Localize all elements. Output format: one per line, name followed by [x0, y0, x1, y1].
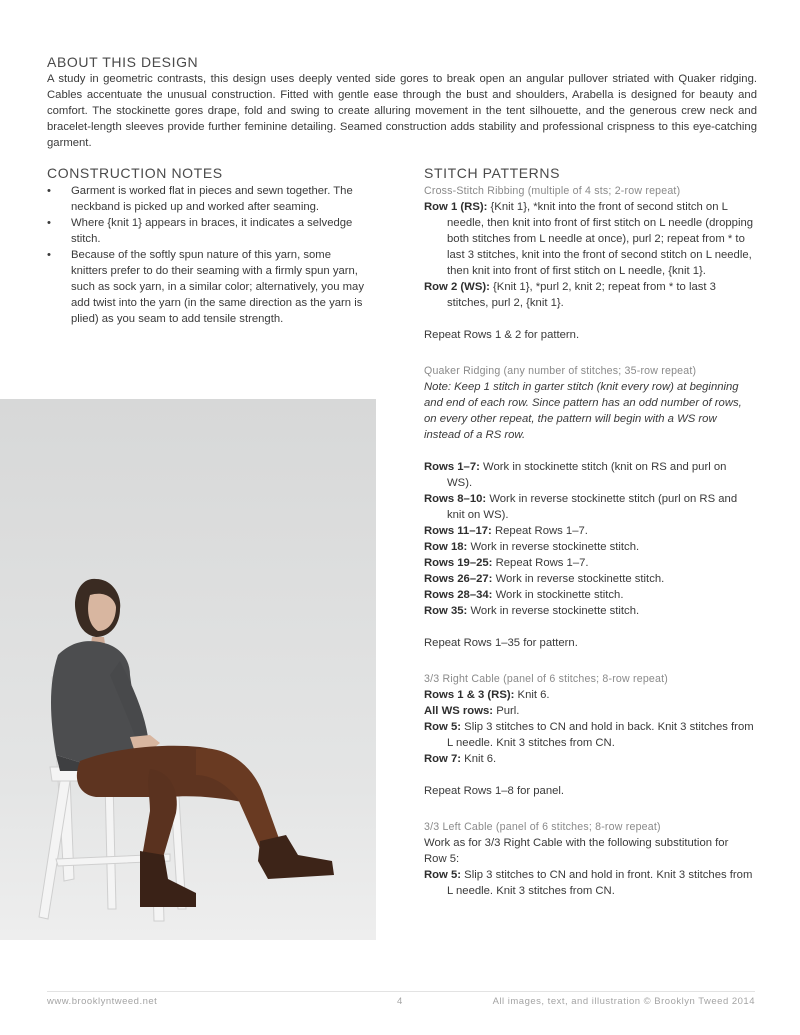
pattern-row: [424, 199, 754, 279]
row-label: Rows 11–17:: [424, 525, 492, 537]
row-label: Rows 1–7:: [424, 461, 480, 473]
row-label: Row 2 (WS):: [424, 281, 490, 293]
bullet: •: [47, 217, 51, 229]
row-text: Slip 3 stitches to CN and hold in back. Knit 3 stitches from L needle. Knit 3 stitches from CN.: [447, 721, 754, 749]
list-item: [47, 247, 370, 327]
page-footer: [47, 991, 755, 1007]
row-text: Slip 3 stitches to CN and hold in front. Knit 3 stitches from L needle. Knit 3 stitches from CN.: [447, 869, 753, 897]
row-text: Repeat Rows 1–7.: [495, 557, 589, 569]
page-number: 4: [397, 996, 403, 1007]
repeat-note: Repeat Rows 1–35 for pattern.: [424, 637, 578, 649]
construction-notes-title: CONSTRUCTION NOTES: [47, 165, 223, 181]
pattern-row: [424, 279, 754, 311]
construction-notes-list: [47, 183, 370, 327]
row-text: Purl.: [496, 705, 520, 717]
pattern-row: [424, 571, 754, 587]
row-text: Knit 6.: [517, 689, 550, 701]
stitch-patterns-title: STITCH PATTERNS: [424, 165, 561, 181]
row-label: Row 18:: [424, 541, 468, 553]
pattern-row: [424, 555, 754, 571]
row-label: All WS rows:: [424, 705, 494, 717]
list-item: [47, 215, 370, 247]
list-item-text: Where {knit 1} appears in braces, it indicates a selvedge stitch.: [71, 217, 353, 245]
footer-copyright: All images, text, and illustration © Brooklyn Tweed 2014: [492, 996, 755, 1007]
row-label: Row 35:: [424, 605, 468, 617]
bullet: •: [47, 249, 51, 261]
left-cable-intro: Work as for 3/3 Right Cable with the following substitution for Row 5:: [424, 837, 729, 865]
row-label: Row 5:: [424, 869, 462, 881]
list-item-text: Because of the softly spun nature of this yarn, some knitters prefer to do their seaming with a firmly spun yarn, such as sock yarn, in a similar color; alternatively, you may add twist into the yarn (in the same direction as the yarn is plied) as you seam to add tensile strength.: [71, 249, 364, 325]
list-item: [47, 183, 370, 215]
row-label: Rows 26–27:: [424, 573, 493, 585]
cross-stitch-heading: Cross-Stitch Ribbing (multiple of 4 sts; 2-row repeat): [424, 185, 681, 197]
bullet: •: [47, 185, 51, 197]
model-photo: [0, 399, 376, 940]
row-text: Work in reverse stockinette stitch.: [470, 605, 640, 617]
row-text: Work in stockinette stitch (knit on RS and purl on WS).: [447, 461, 727, 489]
quaker-ridging-heading: Quaker Ridging (any number of stitches; 35-row repeat): [424, 365, 697, 377]
pattern-row: [424, 587, 754, 603]
left-cable-heading: 3/3 Left Cable (panel of 6 stitches; 8-row repeat): [424, 821, 661, 833]
pattern-row: [424, 751, 754, 767]
pattern-row: [424, 603, 754, 619]
right-cable-heading: 3/3 Right Cable (panel of 6 stitches; 8-row repeat): [424, 673, 668, 685]
pattern-row: [424, 703, 754, 719]
row-label: Rows 28–34:: [424, 589, 493, 601]
pattern-row: [424, 867, 754, 899]
stitch-patterns-column: [424, 183, 754, 899]
row-text: {Knit 1}, *knit into the front of second stitch on L needle, then knit into front of first stitch on L needle (dropping both stitches from L needle at once), purl 2; repeat from * to last 3 stitches, knit into the front of second stitch on L needle, then knit into front of first stitch on L needle, {knit 1}.: [447, 201, 754, 277]
pattern-row: [424, 687, 754, 703]
pattern-row: [424, 719, 754, 751]
pattern-row: [424, 539, 754, 555]
about-title: ABOUT THIS DESIGN: [47, 54, 199, 70]
pattern-row: [424, 459, 754, 491]
row-text: Repeat Rows 1–7.: [494, 525, 588, 537]
row-label: Rows 8–10:: [424, 493, 487, 505]
repeat-note: Repeat Rows 1 & 2 for pattern.: [424, 329, 580, 341]
row-label: Rows 19–25:: [424, 557, 493, 569]
about-description: A study in geometric contrasts, this design uses deeply vented side gores to break open an angular pullover striated with Quaker ridging. Cables accentuate the unusual construction. Fitted with gentle ease through the bust and shoulders, Arabella is designed for beauty and comfort. The stockinette gores drape, fold and swing to create alluring movement in the tent silhouette, and the generous crew neck and bracelet-length sleeves provide further feminine detailing. Seamed construction adds stability and professional crispness to this eye-catching garment.: [47, 73, 757, 149]
row-label: Rows 1 & 3 (RS):: [424, 689, 515, 701]
row-text: Work in reverse stockinette stitch.: [470, 541, 640, 553]
row-label: Row 1 (RS):: [424, 201, 488, 213]
row-text: Work in reverse stockinette stitch (purl on RS and knit on WS).: [447, 493, 738, 521]
row-text: Work in stockinette stitch.: [495, 589, 624, 601]
footer-website: www.brooklyntweed.net: [47, 996, 158, 1007]
row-text: {Knit 1}, *purl 2, knit 2; repeat from * to last 3 stitches, purl 2, {knit 1}.: [447, 281, 716, 309]
pattern-row: [424, 523, 754, 539]
repeat-note: Repeat Rows 1–8 for panel.: [424, 785, 565, 797]
row-label: Row 5:: [424, 721, 462, 733]
quaker-note: Note: Keep 1 stitch in garter stitch (knit every row) at beginning and end of each row. Since pattern has an odd number of rows, on every other repeat, the pattern will begin with a WS row instead of a RS row.: [424, 381, 742, 441]
row-text: Knit 6.: [464, 753, 497, 765]
row-label: Row 7:: [424, 753, 462, 765]
pattern-row: [424, 491, 754, 523]
list-item-text: Garment is worked flat in pieces and sewn together. The neckband is picked up and worked after seaming.: [71, 185, 353, 213]
row-text: Work in reverse stockinette stitch.: [495, 573, 665, 585]
